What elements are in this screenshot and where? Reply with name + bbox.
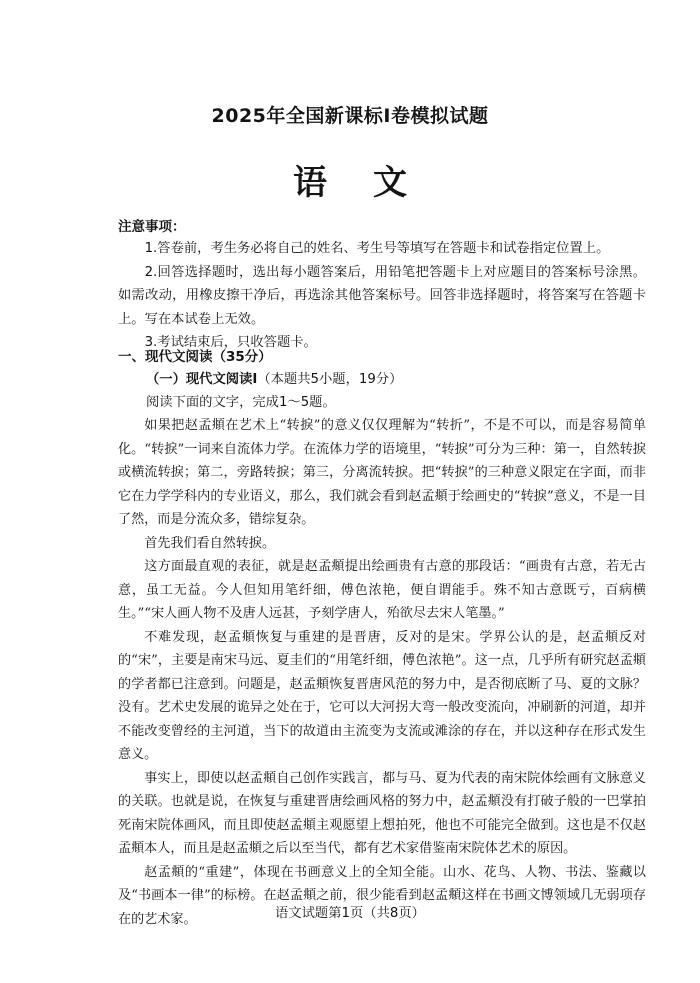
- reading-passage: [118, 414, 646, 931]
- section-heading: 一、现代文阅读（35分）: [118, 349, 272, 365]
- passage-paragraph: 如果把赵孟頫在艺术上“转捩”的意义仅仅理解为“转折”，不是不可以，而是容易简单化。“转捩”一词来自流体力学。在流体力学的语境里，“转捩”可分为三种：第一，自然转捩或横流转捩；第二，旁路转捩；第三，分离流转捩。把“转捩”的三种意义限定在字面，而非它在力学学科内的专业语义，那么，我们就会看到赵孟頫于绘画史的“转捩”意义，不是一目了然，而是分流众多，错综复杂。: [118, 418, 646, 527]
- subsection-label: （一）现代文阅读Ⅰ: [146, 372, 258, 387]
- passage-paragraph: 事实上，即使以赵孟頫自己创作实践言，都与马、夏为代表的南宋院体绘画有文脉意义的关联。也就是说，在恢复与重建晋唐绘画风格的努力中，赵孟頫没有打破子般的一巴掌拍死南宋院体画风，而且即使赵孟頫主观愿望上想拍死，他也不可能完全做到。这也是不仅赵孟頫本人，而且是赵孟頫之后以至当代，都有艺术家借鉴南宋院体艺术的原因。: [118, 770, 646, 856]
- notice-item: 3.考试结束后，只收答题卡。: [144, 335, 317, 351]
- passage-paragraph: 赵孟頫的“重建”，体现在书画意义上的全知全能。山水、花鸟、人物、书法、鉴藏以及“书画本一律”的标榜。在赵孟頫之前，很少能看到赵孟頫这样在书画文博领域几无弱项存在的艺术家。: [118, 864, 646, 927]
- passage-paragraph: 首先我们看自然转捩。: [144, 535, 276, 551]
- notice-item: 2.回答选择题时，选出每小题答案后，用铅笔把答题卡上对应题目的答案标号涂黑。如需改动，用橡皮擦干净后，再选涂其他答案标号。回答非选择题时，将答案写在答题卡上。写在本试卷上无效。: [118, 264, 646, 327]
- exam-title: 2025年全国新课标Ⅰ卷模拟试题: [211, 105, 489, 127]
- passage-paragraph: 不难发现，赵孟頫恢复与重建的是晋唐，反对的是宋。学界公认的是，赵孟頫反对的“宋”，主要是南宋马远、夏圭们的“用笔纤细，傅色浓艳”。这一点，几乎所有研究赵孟頫的学者都已注意到。问题是，赵孟頫恢复晋唐风范的努力中，是否彻底断了马、夏的文脉？没有。艺术史发展的诡异之处在于，它可以大河拐大弯一般改变流向，冲刷新的河道，却并不能改变曾经的主河道，当下的故道由主流变为支流或滩涂的存在，并以这种存在形式发生意义。: [118, 629, 646, 762]
- subsection-detail: （本题共5小题，19分）: [257, 372, 403, 387]
- reading-instruction: 阅读下面的文字，完成1～5题。: [146, 395, 336, 410]
- notice-heading: 注意事项：: [118, 219, 186, 235]
- subject-title: 语文: [293, 163, 453, 203]
- notice-item: 1.答卷前，考生务必将自己的姓名、考生号等填写在答题卡和试卷指定位置上。: [144, 241, 610, 256]
- subsection-heading: [146, 368, 402, 387]
- notice-list: [118, 237, 646, 355]
- page-footer: 语文试题第1页（共8页）: [275, 906, 425, 921]
- passage-paragraph: 这方面最直观的表征，就是赵孟頫提出绘画贵有古意的那段话：“画贵有古意，若无古意，虽工无益。今人但知用笔纤细，傅色浓艳，便自谓能手。殊不知古意既亏，百病横生。”“宋人画人物不及唐人远甚，予刻学唐人，殆欲尽去宋人笔墨。”: [118, 559, 646, 621]
